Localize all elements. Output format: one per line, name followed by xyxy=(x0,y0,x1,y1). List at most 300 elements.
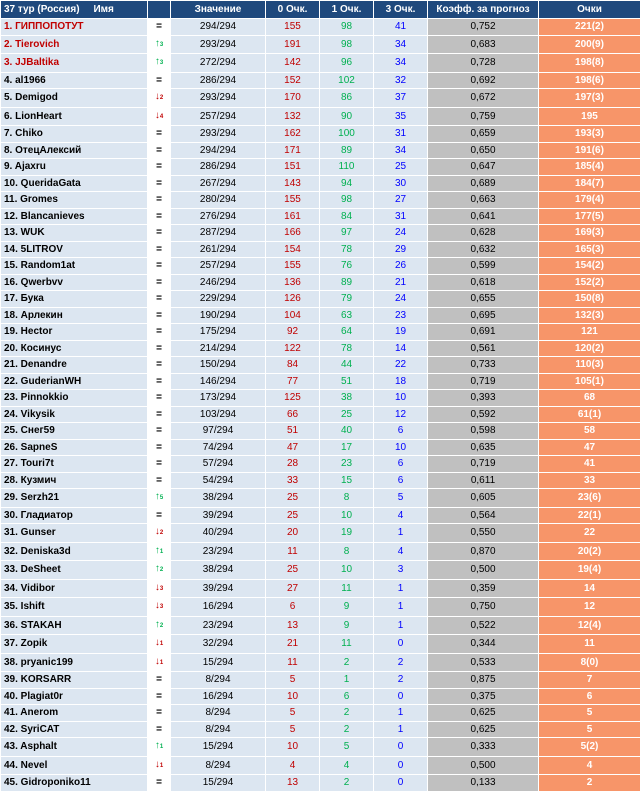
one-point-cell: 6 xyxy=(320,688,374,705)
player-name: 25. Снег59 xyxy=(1,423,148,440)
coefficient-cell: 0,719 xyxy=(428,373,539,390)
zero-points-cell: 155 xyxy=(266,192,320,209)
arrow-up-icon: ↑ xyxy=(155,38,160,49)
player-name: 4. al1966 xyxy=(1,72,148,89)
value-cell: 293/294 xyxy=(171,126,266,143)
arrow-up-icon: ↑ xyxy=(155,563,160,574)
player-name: 5. Demigod xyxy=(1,89,148,108)
table-row xyxy=(1,274,640,291)
player-name: 20. Косинус xyxy=(1,340,148,357)
three-points-cell: 23 xyxy=(374,307,428,324)
value-cell: 261/294 xyxy=(171,241,266,258)
three-points-cell: 0 xyxy=(374,688,428,705)
three-points-cell: 0 xyxy=(374,635,428,654)
points-cell: 193(3) xyxy=(539,126,640,143)
trend-indicator: = xyxy=(148,324,171,341)
value-cell: 97/294 xyxy=(171,423,266,440)
trend-indicator: = xyxy=(148,291,171,308)
one-point-cell: 23 xyxy=(320,456,374,473)
table-row xyxy=(1,159,640,176)
zero-points-cell: 171 xyxy=(266,142,320,159)
coefficient-cell: 0,344 xyxy=(428,635,539,654)
player-name: 43. Asphalt xyxy=(1,738,148,757)
zero-points-cell: 152 xyxy=(266,72,320,89)
points-cell: 184(7) xyxy=(539,175,640,192)
three-points-cell: 12 xyxy=(374,406,428,423)
coefficient-cell: 0,550 xyxy=(428,524,539,543)
value-cell: 23/294 xyxy=(171,542,266,561)
coefficient-cell: 0,695 xyxy=(428,307,539,324)
points-cell: 23(6) xyxy=(539,489,640,508)
one-point-cell: 10 xyxy=(320,561,374,580)
zero-points-cell: 11 xyxy=(266,542,320,561)
three-points-cell: 29 xyxy=(374,241,428,258)
table-row xyxy=(1,307,640,324)
coefficient-cell: 0,393 xyxy=(428,390,539,407)
trend-indicator: = xyxy=(148,175,171,192)
header-trend xyxy=(148,1,171,19)
player-name: 3. JJBaltika xyxy=(1,54,148,73)
table-row xyxy=(1,54,640,73)
one-point-cell: 51 xyxy=(320,373,374,390)
coefficient-cell: 0,628 xyxy=(428,225,539,242)
points-cell: 5 xyxy=(539,721,640,738)
coefficient-cell: 0,691 xyxy=(428,324,539,341)
value-cell: 39/294 xyxy=(171,507,266,524)
value-cell: 246/294 xyxy=(171,274,266,291)
trend-indicator: = xyxy=(148,357,171,374)
player-name: 35. Ishift xyxy=(1,598,148,617)
value-cell: 74/294 xyxy=(171,439,266,456)
points-cell: 20(2) xyxy=(539,542,640,561)
coefficient-cell: 0,611 xyxy=(428,472,539,489)
zero-points-cell: 66 xyxy=(266,406,320,423)
three-points-cell: 6 xyxy=(374,423,428,440)
value-cell: 293/294 xyxy=(171,89,266,108)
three-points-cell: 21 xyxy=(374,274,428,291)
three-points-cell: 6 xyxy=(374,472,428,489)
value-cell: 15/294 xyxy=(171,653,266,672)
trend-indicator: = xyxy=(148,373,171,390)
points-cell: 12 xyxy=(539,598,640,617)
zero-points-cell: 154 xyxy=(266,241,320,258)
three-points-cell: 41 xyxy=(374,19,428,36)
zero-points-cell: 10 xyxy=(266,688,320,705)
value-cell: 276/294 xyxy=(171,208,266,225)
value-cell: 286/294 xyxy=(171,72,266,89)
trend-change-count: 1 xyxy=(160,660,163,666)
value-cell: 8/294 xyxy=(171,721,266,738)
one-point-cell: 78 xyxy=(320,340,374,357)
one-point-cell: 79 xyxy=(320,291,374,308)
value-cell: 16/294 xyxy=(171,688,266,705)
points-cell: 7 xyxy=(539,672,640,689)
one-point-cell: 9 xyxy=(320,598,374,617)
arrow-up-icon: ↑ xyxy=(155,619,160,630)
value-cell: 293/294 xyxy=(171,35,266,54)
points-cell: 58 xyxy=(539,423,640,440)
player-name: 19. Hector xyxy=(1,324,148,341)
player-name: 26. SapneS xyxy=(1,439,148,456)
value-cell: 54/294 xyxy=(171,472,266,489)
player-name: 15. Random1at xyxy=(1,258,148,275)
one-point-cell: 98 xyxy=(320,19,374,36)
points-cell: 68 xyxy=(539,390,640,407)
three-points-cell: 24 xyxy=(374,291,428,308)
points-cell: 200(9) xyxy=(539,35,640,54)
player-name: 12. Blancanieves xyxy=(1,208,148,225)
table-row xyxy=(1,406,640,423)
table-row xyxy=(1,107,640,126)
trend-indicator xyxy=(148,738,171,757)
coefficient-cell: 0,598 xyxy=(428,423,539,440)
header-one: 1 Очк. xyxy=(320,1,374,19)
player-name: 2. Tierovich xyxy=(1,35,148,54)
header-round-label: 37 тур (Россия) xyxy=(4,4,80,15)
coefficient-cell: 0,592 xyxy=(428,406,539,423)
trend-change-count: 1 xyxy=(160,641,163,647)
player-name: 7. Chiko xyxy=(1,126,148,143)
value-cell: 103/294 xyxy=(171,406,266,423)
table-row xyxy=(1,35,640,54)
player-name: 1. ГИППОПОТУТ xyxy=(1,19,148,36)
zero-points-cell: 4 xyxy=(266,756,320,775)
value-cell: 175/294 xyxy=(171,324,266,341)
trend-indicator xyxy=(148,35,171,54)
points-cell: 191(6) xyxy=(539,142,640,159)
player-name: 10. QueridaGata xyxy=(1,175,148,192)
zero-points-cell: 6 xyxy=(266,598,320,617)
three-points-cell: 32 xyxy=(374,72,428,89)
table-row xyxy=(1,324,640,341)
player-name: 31. Gunser xyxy=(1,524,148,543)
points-cell: 197(3) xyxy=(539,89,640,108)
trend-indicator xyxy=(148,635,171,654)
table-row xyxy=(1,142,640,159)
points-cell: 121 xyxy=(539,324,640,341)
one-point-cell: 15 xyxy=(320,472,374,489)
value-cell: 257/294 xyxy=(171,258,266,275)
header-coef: Коэфф. за прогноз xyxy=(428,1,539,19)
coefficient-cell: 0,689 xyxy=(428,175,539,192)
value-cell: 272/294 xyxy=(171,54,266,73)
header-row xyxy=(1,1,640,19)
one-point-cell: 2 xyxy=(320,721,374,738)
points-cell: 47 xyxy=(539,439,640,456)
table-row xyxy=(1,738,640,757)
trend-indicator xyxy=(148,89,171,108)
zero-points-cell: 77 xyxy=(266,373,320,390)
coefficient-cell: 0,647 xyxy=(428,159,539,176)
coefficient-cell: 0,561 xyxy=(428,340,539,357)
coefficient-cell: 0,599 xyxy=(428,258,539,275)
one-point-cell: 90 xyxy=(320,107,374,126)
one-point-cell: 98 xyxy=(320,35,374,54)
points-cell: 41 xyxy=(539,456,640,473)
three-points-cell: 10 xyxy=(374,439,428,456)
zero-points-cell: 142 xyxy=(266,54,320,73)
value-cell: 294/294 xyxy=(171,19,266,36)
value-cell: 286/294 xyxy=(171,159,266,176)
trend-indicator xyxy=(148,598,171,617)
value-cell: 150/294 xyxy=(171,357,266,374)
table-row xyxy=(1,472,640,489)
value-cell: 57/294 xyxy=(171,456,266,473)
player-name: 14. 5LITROV xyxy=(1,241,148,258)
table-row xyxy=(1,208,640,225)
header-round xyxy=(1,1,148,19)
one-point-cell: 102 xyxy=(320,72,374,89)
player-name: 24. Vikysik xyxy=(1,406,148,423)
three-points-cell: 25 xyxy=(374,159,428,176)
player-name: 11. Gromes xyxy=(1,192,148,209)
three-points-cell: 35 xyxy=(374,107,428,126)
player-name: 13. WUK xyxy=(1,225,148,242)
player-name: 37. Zopik xyxy=(1,635,148,654)
trend-indicator xyxy=(148,616,171,635)
zero-points-cell: 5 xyxy=(266,672,320,689)
coefficient-cell: 0,759 xyxy=(428,107,539,126)
header-three: 3 Очк. xyxy=(374,1,428,19)
player-name: 32. Deniska3d xyxy=(1,542,148,561)
three-points-cell: 34 xyxy=(374,142,428,159)
arrow-down-icon: ↓ xyxy=(155,91,160,102)
zero-points-cell: 51 xyxy=(266,423,320,440)
three-points-cell: 26 xyxy=(374,258,428,275)
trend-indicator: = xyxy=(148,225,171,242)
one-point-cell: 11 xyxy=(320,635,374,654)
arrow-up-icon: ↑ xyxy=(155,56,160,67)
arrow-up-icon: ↑ xyxy=(155,545,160,556)
trend-change-count: 3 xyxy=(160,42,163,48)
three-points-cell: 14 xyxy=(374,340,428,357)
table-row xyxy=(1,616,640,635)
points-cell: 198(8) xyxy=(539,54,640,73)
player-name: 44. Nevel xyxy=(1,756,148,775)
value-cell: 146/294 xyxy=(171,373,266,390)
trend-change-count: 3 xyxy=(160,604,163,610)
one-point-cell: 8 xyxy=(320,489,374,508)
coefficient-cell: 0,655 xyxy=(428,291,539,308)
zero-points-cell: 104 xyxy=(266,307,320,324)
trend-indicator: = xyxy=(148,126,171,143)
table-row xyxy=(1,241,640,258)
trend-indicator: = xyxy=(148,472,171,489)
value-cell: 287/294 xyxy=(171,225,266,242)
three-points-cell: 18 xyxy=(374,373,428,390)
points-cell: 6 xyxy=(539,688,640,705)
player-name: 36. STAKAH xyxy=(1,616,148,635)
zero-points-cell: 11 xyxy=(266,653,320,672)
coefficient-cell: 0,870 xyxy=(428,542,539,561)
player-name: 40. Plagiat0r xyxy=(1,688,148,705)
zero-points-cell: 132 xyxy=(266,107,320,126)
coefficient-cell: 0,618 xyxy=(428,274,539,291)
table-row xyxy=(1,756,640,775)
one-point-cell: 11 xyxy=(320,579,374,598)
trend-change-count: 2 xyxy=(160,623,163,629)
coefficient-cell: 0,564 xyxy=(428,507,539,524)
trend-indicator: = xyxy=(148,439,171,456)
points-cell: 14 xyxy=(539,579,640,598)
arrow-down-icon: ↓ xyxy=(155,656,160,667)
one-point-cell: 8 xyxy=(320,542,374,561)
arrow-down-icon: ↓ xyxy=(155,600,160,611)
points-cell: 105(1) xyxy=(539,373,640,390)
trend-indicator xyxy=(148,579,171,598)
trend-indicator: = xyxy=(148,507,171,524)
coefficient-cell: 0,635 xyxy=(428,439,539,456)
trend-indicator: = xyxy=(148,672,171,689)
points-cell: 152(2) xyxy=(539,274,640,291)
coefficient-cell: 0,625 xyxy=(428,705,539,722)
zero-points-cell: 125 xyxy=(266,390,320,407)
trend-indicator: = xyxy=(148,340,171,357)
table-row xyxy=(1,542,640,561)
trend-indicator: = xyxy=(148,192,171,209)
trend-indicator: = xyxy=(148,241,171,258)
header-value: Значение xyxy=(171,1,266,19)
arrow-down-icon: ↓ xyxy=(155,759,160,770)
points-cell: 5(2) xyxy=(539,738,640,757)
zero-points-cell: 84 xyxy=(266,357,320,374)
one-point-cell: 97 xyxy=(320,225,374,242)
table-row xyxy=(1,72,640,89)
points-cell: 11 xyxy=(539,635,640,654)
trend-indicator: = xyxy=(148,456,171,473)
player-name: 45. Gidroponiko11 xyxy=(1,775,148,792)
trend-indicator: = xyxy=(148,72,171,89)
zero-points-cell: 20 xyxy=(266,524,320,543)
player-name: 23. Pinnokkio xyxy=(1,390,148,407)
header-name-label: Имя xyxy=(93,4,113,15)
player-name: 41. Anerom xyxy=(1,705,148,722)
player-name: 27. Touri7t xyxy=(1,456,148,473)
value-cell: 40/294 xyxy=(171,524,266,543)
one-point-cell: 2 xyxy=(320,775,374,792)
player-name: 39. KORSARR xyxy=(1,672,148,689)
table-row xyxy=(1,357,640,374)
three-points-cell: 31 xyxy=(374,208,428,225)
points-cell: 22(1) xyxy=(539,507,640,524)
three-points-cell: 4 xyxy=(374,542,428,561)
three-points-cell: 6 xyxy=(374,456,428,473)
points-cell: 8(0) xyxy=(539,653,640,672)
one-point-cell: 64 xyxy=(320,324,374,341)
player-name: 16. Qwerbvv xyxy=(1,274,148,291)
zero-points-cell: 122 xyxy=(266,340,320,357)
points-cell: 5 xyxy=(539,705,640,722)
coefficient-cell: 0,632 xyxy=(428,241,539,258)
coefficient-cell: 0,522 xyxy=(428,616,539,635)
one-point-cell: 5 xyxy=(320,738,374,757)
value-cell: 39/294 xyxy=(171,579,266,598)
table-row xyxy=(1,175,640,192)
coefficient-cell: 0,719 xyxy=(428,456,539,473)
one-point-cell: 76 xyxy=(320,258,374,275)
three-points-cell: 30 xyxy=(374,175,428,192)
trend-indicator xyxy=(148,489,171,508)
trend-indicator: = xyxy=(148,307,171,324)
header-zero: 0 Очк. xyxy=(266,1,320,19)
three-points-cell: 34 xyxy=(374,54,428,73)
zero-points-cell: 25 xyxy=(266,507,320,524)
coefficient-cell: 0,875 xyxy=(428,672,539,689)
header-points: Очки xyxy=(539,1,640,19)
coefficient-cell: 0,359 xyxy=(428,579,539,598)
trend-indicator: = xyxy=(148,406,171,423)
one-point-cell: 86 xyxy=(320,89,374,108)
three-points-cell: 27 xyxy=(374,192,428,209)
player-name: 21. Denandre xyxy=(1,357,148,374)
points-cell: 165(3) xyxy=(539,241,640,258)
zero-points-cell: 5 xyxy=(266,721,320,738)
coefficient-cell: 0,683 xyxy=(428,35,539,54)
coefficient-cell: 0,333 xyxy=(428,738,539,757)
player-name: 29. Serzh21 xyxy=(1,489,148,508)
one-point-cell: 94 xyxy=(320,175,374,192)
value-cell: 229/294 xyxy=(171,291,266,308)
three-points-cell: 1 xyxy=(374,579,428,598)
trend-change-count: 3 xyxy=(160,60,163,66)
table-row xyxy=(1,653,640,672)
player-name: 34. Vidibor xyxy=(1,579,148,598)
three-points-cell: 0 xyxy=(374,756,428,775)
table-row xyxy=(1,635,640,654)
one-point-cell: 63 xyxy=(320,307,374,324)
trend-indicator xyxy=(148,54,171,73)
points-cell: 110(3) xyxy=(539,357,640,374)
coefficient-cell: 0,728 xyxy=(428,54,539,73)
player-name: 42. SyriCAT xyxy=(1,721,148,738)
three-points-cell: 5 xyxy=(374,489,428,508)
coefficient-cell: 0,659 xyxy=(428,126,539,143)
three-points-cell: 24 xyxy=(374,225,428,242)
coefficient-cell: 0,625 xyxy=(428,721,539,738)
three-points-cell: 31 xyxy=(374,126,428,143)
trend-change-count: 1 xyxy=(160,744,163,750)
table-row xyxy=(1,579,640,598)
coefficient-cell: 0,641 xyxy=(428,208,539,225)
player-name: 9. Ajaxru xyxy=(1,159,148,176)
zero-points-cell: 28 xyxy=(266,456,320,473)
zero-points-cell: 92 xyxy=(266,324,320,341)
trend-indicator xyxy=(148,561,171,580)
one-point-cell: 78 xyxy=(320,241,374,258)
player-name: 22. GuderianWH xyxy=(1,373,148,390)
points-cell: 154(2) xyxy=(539,258,640,275)
trend-indicator xyxy=(148,107,171,126)
three-points-cell: 0 xyxy=(374,738,428,757)
zero-points-cell: 162 xyxy=(266,126,320,143)
trend-indicator xyxy=(148,756,171,775)
zero-points-cell: 143 xyxy=(266,175,320,192)
three-points-cell: 1 xyxy=(374,721,428,738)
value-cell: 38/294 xyxy=(171,561,266,580)
value-cell: 16/294 xyxy=(171,598,266,617)
trend-indicator: = xyxy=(148,423,171,440)
table-row xyxy=(1,705,640,722)
zero-points-cell: 13 xyxy=(266,616,320,635)
zero-points-cell: 155 xyxy=(266,19,320,36)
table-row xyxy=(1,192,640,209)
three-points-cell: 0 xyxy=(374,775,428,792)
trend-indicator: = xyxy=(148,775,171,792)
trend-indicator xyxy=(148,542,171,561)
zero-points-cell: 170 xyxy=(266,89,320,108)
three-points-cell: 34 xyxy=(374,35,428,54)
one-point-cell: 98 xyxy=(320,192,374,209)
